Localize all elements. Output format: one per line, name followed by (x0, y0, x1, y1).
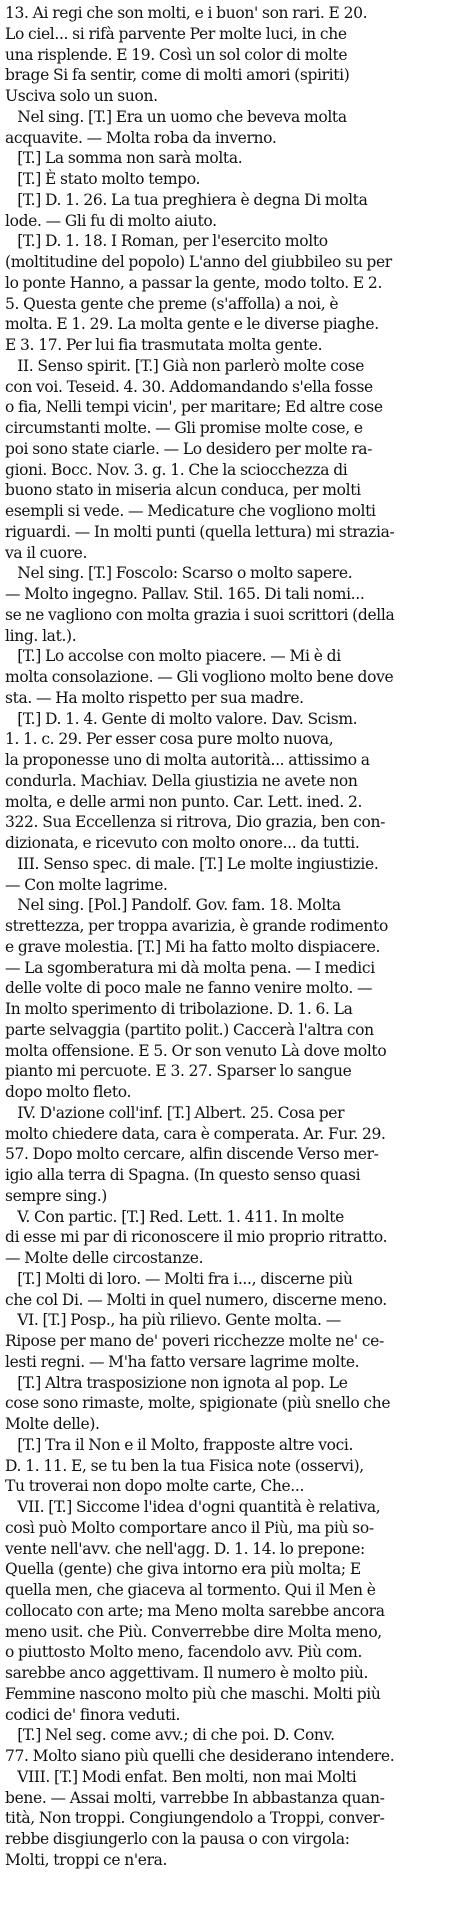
text-line: III. Senso spec. di male. [T.] Le molte ingiustizie. (5, 854, 379, 873)
text-line: brage Si fa sentir, come di molti amori (spiriti) (5, 66, 350, 85)
text-line: [T.] È stato molto tempo. (5, 170, 201, 188)
text-line: 57. Dopo molto cercare, alfin discende Verso mer- (5, 1145, 379, 1164)
text-line: meno usit. che Più. Converrebbe dire Molta meno, (5, 1622, 382, 1641)
text-line: sempre sing.) (5, 1186, 107, 1205)
text-line: In molto sperimento di tribolazione. D. 1. 6. La (5, 1000, 353, 1018)
text-line: che col Di. — Molti in quel numero, discerne meno. (5, 1290, 387, 1309)
text-line: va il cuore. (5, 543, 88, 562)
text-line: molta, e delle armi non punto. Car. Lett. ined. 2. (5, 792, 363, 811)
text-line: Tu troverai non dopo molte carte, Che... (5, 1477, 305, 1496)
text-line: gioni. Bocc. Nov. 3. g. 1. Che la sciocchezza di (5, 460, 348, 479)
text-line: parte selvaggia (partito polit.) Caccerà l'altra con (5, 1020, 374, 1039)
text-line: molta. E 1. 29. La molta gente e le diverse piaghe. (5, 315, 379, 334)
dictionary-entry-text (5, 3, 463, 1871)
text-line: bene. — Assai molti, varrebbe In abbastanza quan- (5, 1788, 385, 1807)
text-line: [T.] La somma non sarà molta. (5, 149, 243, 168)
text-line: [T.] Lo accolse con molto piacere. — Mi è di (5, 647, 341, 666)
text-line: Lo ciel... si rifà parvente Per molte luci, in che (5, 24, 347, 43)
text-line: E 3. 17. Per lui fia trasmutata molta gente. (5, 336, 323, 354)
text-line: IV. D'azione coll'inf. [T.] Albert. 25. Cosa per (5, 1103, 345, 1122)
text-line: riguardi. — In molti punti (quella lettura) mi strazia- (5, 522, 395, 541)
text-line: lo ponte Hanno, a passar la gente, modo tolto. E 2. (5, 273, 383, 292)
text-line: — Molto ingegno. Pallav. Stil. 165. Di tali nomi... (5, 585, 365, 603)
text-line: la proponesse uno di molta autorità... attissimo a (5, 751, 370, 769)
text-line: VII. [T.] Siccome l'idea d'ogni quantità è relativa, (5, 1498, 381, 1516)
text-line: [T.] Tra il Non e il Molto, frapposte altre voci. (5, 1435, 354, 1454)
text-line: acquavite. — Molta roba da inverno. (5, 128, 277, 147)
text-line: [T.] D. 1. 26. La tua preghiera è degna Di molta (5, 190, 368, 209)
text-line: V. Con partic. [T.] Red. Lett. 1. 411. In molte (5, 1207, 344, 1226)
text-line: di esse mi par di riconoscere il mio proprio ritratto. (5, 1228, 388, 1247)
text-line: poi sono state ciarle. — Lo desidero per molte ra- (5, 439, 373, 458)
text-line: esempli si vede. — Medicature che vogliono molti (5, 502, 376, 520)
text-line: Nel sing. [T.] Era un uomo che beveva molta (5, 107, 347, 126)
text-line: cose sono rimaste, molte, spigionate (più snello che (5, 1394, 391, 1413)
text-line: — La sgomberatura mi dà molta pena. — I medici (5, 958, 375, 977)
text-line: delle volte di poco male ne fanno venire molto. — (5, 979, 373, 998)
text-line: [T.] Nel seg. come avv.; di che poi. D. Conv. (5, 1726, 335, 1745)
text-line: D. 1. 11. E, se tu ben la tua Fisica note (osservi), (5, 1456, 364, 1475)
text-line: 77. Molto siano più quelli che desiderano intendere. (5, 1747, 395, 1765)
text-line: molta offensione. E 5. Or son venuto Là dove molto (5, 1041, 387, 1060)
text-line: circumstanti molte. — Gli promise molte cose, e (5, 419, 363, 437)
text-line: (moltitudine del popolo) L'anno del giubbileo su per (5, 253, 392, 271)
text-line: Molti, troppi ce n'era. (5, 1850, 168, 1869)
text-line: condurla. Machiav. Della giustizia ne avete non (5, 771, 358, 790)
text-line: vente nell'avv. che nell'agg. D. 1. 14. lo prepone: (5, 1539, 365, 1558)
text-line: dopo molto fleto. (5, 1083, 132, 1101)
text-line: o piuttosto Molto meno, facendolo avv. Più com. (5, 1643, 363, 1662)
text-line: quella men, che giaceva al tormento. Qui il Men è (5, 1581, 376, 1599)
text-line: o fia, Nelli tempi vicin', per maritare; Ed altre cose (5, 398, 383, 417)
text-line: rebbe disgiungerlo con la pausa o con virgola: (5, 1830, 350, 1848)
text-line: [T.] Molti di loro. — Molti fra i..., discerne più (5, 1269, 353, 1288)
text-line: [T.] D. 1. 18. I Roman, per l'esercito molto (5, 232, 328, 251)
text-line: così può Molto comportare anco il Più, ma più so- (5, 1518, 374, 1537)
text-line: con voi. Teseid. 4. 30. Addomandando s'ella fosse (5, 377, 373, 396)
text-line: II. Senso spirit. [T.] Già non parlerò molte cose (5, 356, 365, 375)
text-line: sta. — Ha molto rispetto per sua madre. (5, 688, 304, 707)
text-line: dizionata, e ricevuto con molto onore... da tutti. (5, 834, 360, 852)
text-line: Nel sing. [T.] Foscolo: Scarso o molto sapere. (5, 564, 353, 583)
text-line: [T.] Altra trasposizione non ignota al pop. Le (5, 1373, 348, 1392)
text-line: Ripose per mano de' poveri ricchezze molte ne' ce- (5, 1332, 384, 1350)
text-line: buono stato in miseria alcun conduca, per molti (5, 481, 361, 500)
text-line: 5. Questa gente che preme (s'affolla) a noi, è (5, 294, 339, 313)
text-line: Quella (gente) che giva intorno era più molta; E (5, 1560, 361, 1579)
text-line: pianto mi percuote. E 3. 27. Sparser lo sangue (5, 1062, 352, 1081)
text-line: 322. Sua Eccellenza si ritrova, Dio grazia, ben con- (5, 813, 385, 832)
text-line: Usciva solo un suon. (5, 87, 158, 105)
text-line: lesti regni. — M'ha fatto versare lagrime molte. (5, 1352, 360, 1371)
text-line: — Con molte lagrime. (5, 875, 168, 894)
text-line: — Molte delle circostanze. (5, 1249, 204, 1267)
text-line: codici de' finora veduti. (5, 1705, 181, 1724)
text-line: [T.] D. 1. 4. Gente di molto valore. Dav. Scism. (5, 709, 358, 728)
text-line: e grave molestia. [T.] Mi ha fatto molto dispiacere. (5, 937, 381, 956)
text-line: VIII. [T.] Modi enfat. Ben molti, non mai Molti (5, 1767, 357, 1786)
text-line: lode. — Gli fu di molto aiuto. (5, 211, 217, 230)
text-line: ling. lat.). (5, 626, 77, 645)
text-line: VI. [T.] Posp., ha più rilievo. Gente molta. — (5, 1311, 341, 1330)
text-line: igio alla terra di Spagna. (In questo senso quasi (5, 1166, 361, 1184)
text-line: una risplende. E 19. Così un sol color di molte (5, 45, 348, 64)
text-line: tità, Non troppi. Congiungendolo a Troppi, conver- (5, 1809, 385, 1828)
text-line: strettezza, per troppa avarizia, è grande rodimento (5, 917, 388, 935)
text-line: 1. 1. c. 29. Per esser cosa pure molto nuova, (5, 730, 334, 749)
text-line: 13. Ai regi che son molti, e i buon' son rari. E 20. (5, 4, 368, 22)
text-line: Nel sing. [Pol.] Pandolf. Gov. fam. 18. Molta (5, 896, 341, 915)
text-line: se ne vagliono con molta grazia i suoi scrittori (della (5, 605, 395, 624)
text-line: collocato con arte; ma Meno molta sarebbe ancora (5, 1601, 385, 1620)
text-line: Femmine nascono molto più che maschi. Molti più (5, 1684, 381, 1703)
text-line: Molte delle). (5, 1415, 100, 1433)
text-line: molta consolazione. — Gli vogliono molto bene dove (5, 668, 394, 686)
text-line: sarebbe anco aggettivam. Il numero è molto più. (5, 1664, 369, 1682)
text-line: molto chiedere data, cara è comperata. Ar. Fur. 29. (5, 1124, 386, 1143)
